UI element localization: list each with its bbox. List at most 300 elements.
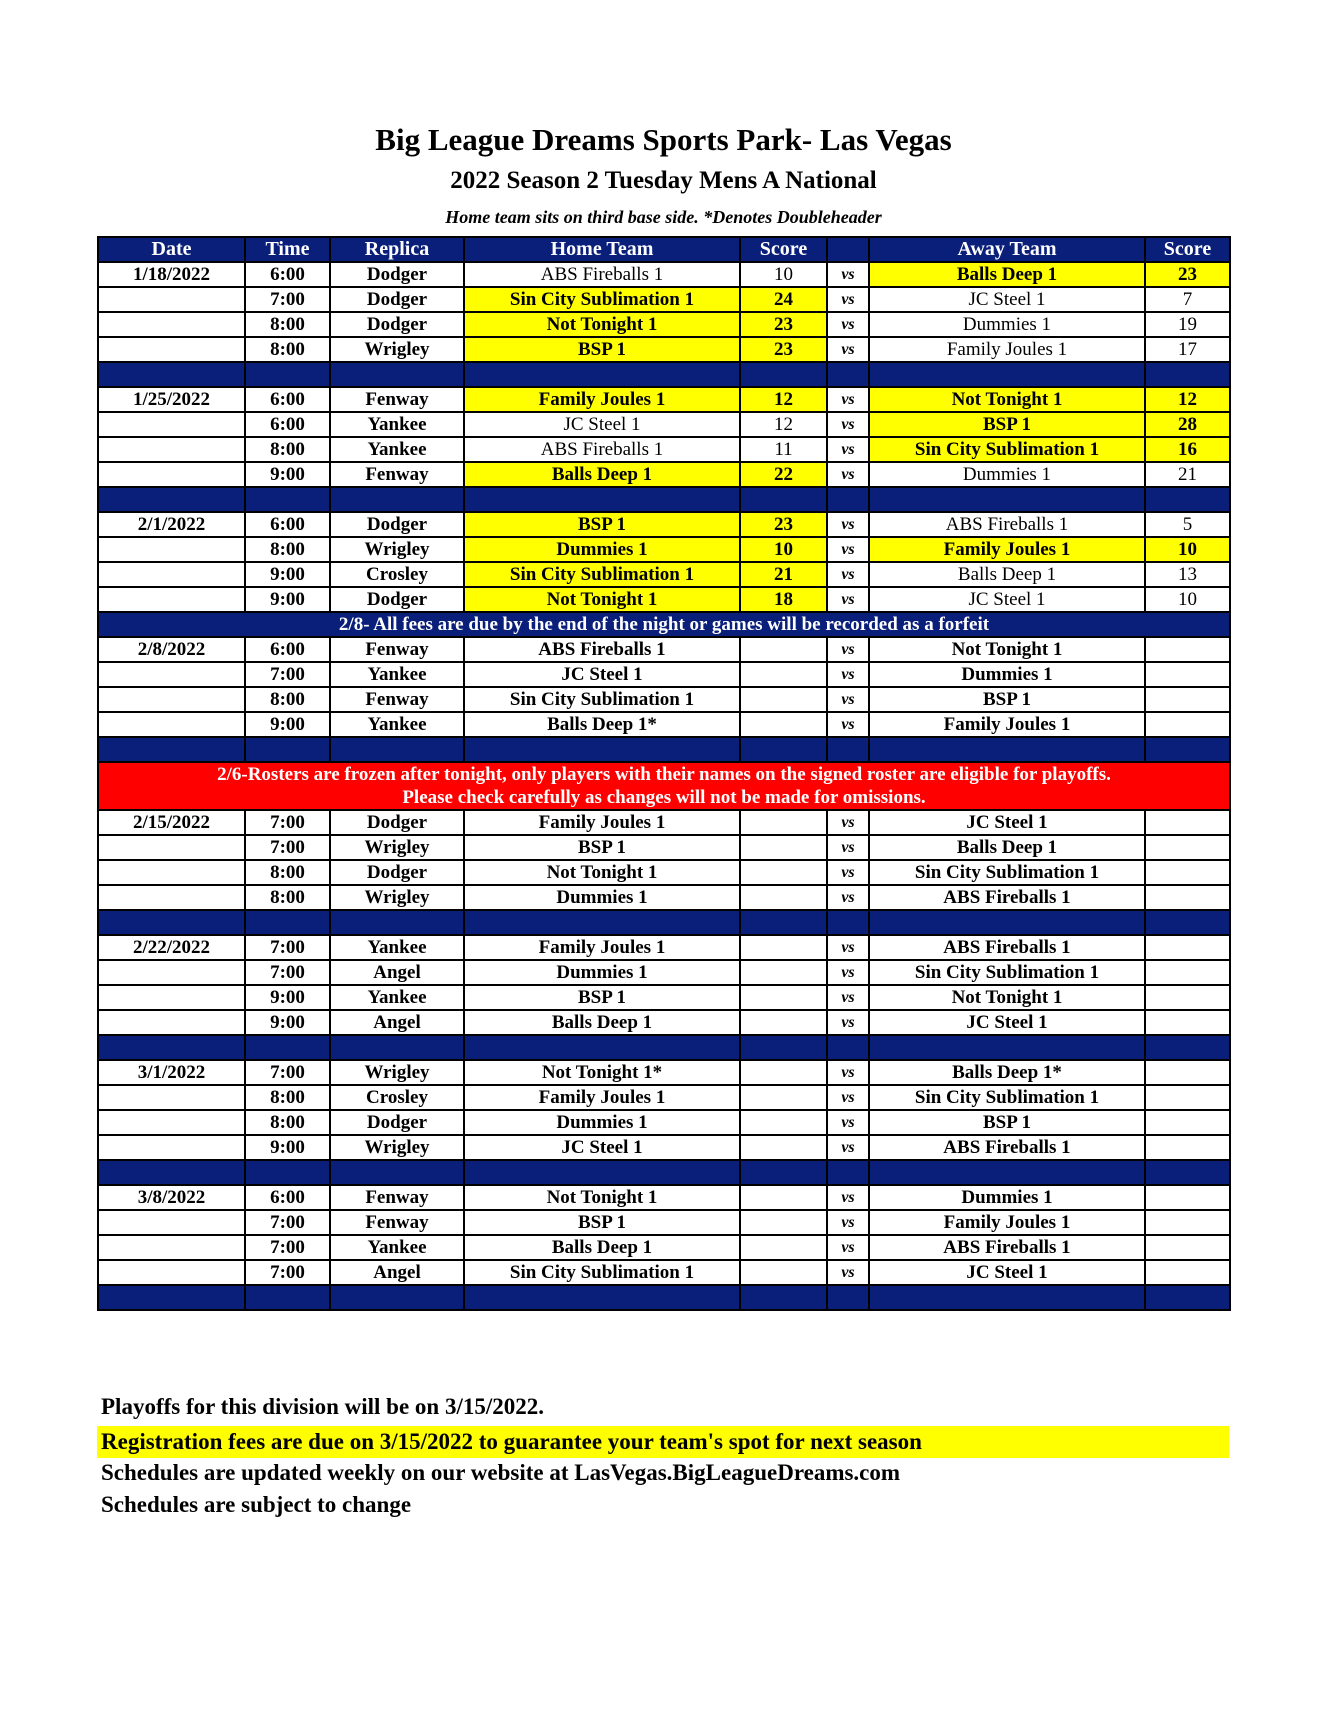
- away-team-cell: Balls Deep 1*: [869, 1060, 1145, 1085]
- page-subtitle: 2022 Season 2 Tuesday Mens A National: [450, 167, 877, 194]
- vs-cell: vs: [827, 312, 869, 337]
- vs-cell: vs: [827, 662, 869, 687]
- away-score-cell: [1145, 835, 1230, 860]
- vs-cell: vs: [827, 935, 869, 960]
- replica-cell: Wrigley: [330, 835, 464, 860]
- separator-cell: [740, 910, 827, 935]
- home-team-cell: JC Steel 1: [464, 412, 740, 437]
- away-score-cell: 12: [1145, 387, 1230, 412]
- time-cell: 9:00: [245, 1135, 330, 1160]
- time-cell: 9:00: [245, 1010, 330, 1035]
- separator-cell: [245, 362, 330, 387]
- game-row: [98, 935, 1230, 960]
- replica-cell: Wrigley: [330, 1060, 464, 1085]
- vs-cell: vs: [827, 885, 869, 910]
- away-team-header: Away Team: [869, 237, 1145, 262]
- time-cell: 9:00: [245, 462, 330, 487]
- date-cell: 1/18/2022: [98, 262, 245, 287]
- time-cell: 7:00: [245, 1210, 330, 1235]
- time-cell: 9:00: [245, 712, 330, 737]
- time-cell: 6:00: [245, 262, 330, 287]
- separator-cell: [98, 487, 245, 512]
- home-score-cell: [740, 860, 827, 885]
- game-row: [98, 1185, 1230, 1210]
- replica-cell: Yankee: [330, 437, 464, 462]
- separator-cell: [869, 1160, 1145, 1185]
- separator-row: [98, 910, 1230, 935]
- fees-notice-row: [98, 612, 1230, 637]
- vs-cell: vs: [827, 287, 869, 312]
- away-score-cell: [1145, 1010, 1230, 1035]
- home-score-cell: [740, 1010, 827, 1035]
- vs-cell: vs: [827, 512, 869, 537]
- home-team-cell: BSP 1: [464, 1210, 740, 1235]
- game-row: [98, 312, 1230, 337]
- vs-cell: vs: [827, 337, 869, 362]
- home-team-cell: Not Tonight 1: [464, 1185, 740, 1210]
- time-cell: 7:00: [245, 287, 330, 312]
- home-team-cell: Sin City Sublimation 1: [464, 1260, 740, 1285]
- date-cell: [98, 312, 245, 337]
- home-score-cell: 12: [740, 412, 827, 437]
- separator-cell: [245, 1035, 330, 1060]
- time-header: Time: [245, 237, 330, 262]
- separator-row: [98, 1285, 1230, 1310]
- vs-cell: vs: [827, 985, 869, 1010]
- vs-cell: vs: [827, 562, 869, 587]
- home-score-cell: 11: [740, 437, 827, 462]
- game-row: [98, 412, 1230, 437]
- time-cell: 8:00: [245, 337, 330, 362]
- time-cell: 7:00: [245, 810, 330, 835]
- change-note: Schedules are subject to change: [101, 1492, 412, 1517]
- time-cell: 8:00: [245, 1110, 330, 1135]
- home-team-cell: Dummies 1: [464, 960, 740, 985]
- separator-cell: [827, 737, 869, 762]
- time-cell: 8:00: [245, 437, 330, 462]
- vs-cell: vs: [827, 810, 869, 835]
- away-score-cell: [1145, 810, 1230, 835]
- away-score-cell: [1145, 885, 1230, 910]
- replica-cell: Fenway: [330, 1210, 464, 1235]
- home-score-cell: [740, 985, 827, 1010]
- separator-row: [98, 1035, 1230, 1060]
- roster-notice-row: [98, 762, 1230, 810]
- time-cell: 7:00: [245, 1260, 330, 1285]
- vs-header: [827, 237, 869, 262]
- vs-cell: vs: [827, 262, 869, 287]
- game-row: [98, 337, 1230, 362]
- away-team-cell: JC Steel 1: [869, 1260, 1145, 1285]
- separator-cell: [740, 1285, 827, 1310]
- vs-cell: vs: [827, 437, 869, 462]
- home-team-cell: Sin City Sublimation 1: [464, 562, 740, 587]
- vs-cell: vs: [827, 1185, 869, 1210]
- page-title: Big League Dreams Sports Park- Las Vegas: [375, 122, 952, 157]
- date-cell: [98, 662, 245, 687]
- separator-cell: [827, 1285, 869, 1310]
- away-team-cell: ABS Fireballs 1: [869, 935, 1145, 960]
- away-team-cell: BSP 1: [869, 1110, 1145, 1135]
- time-cell: 8:00: [245, 687, 330, 712]
- vs-cell: vs: [827, 960, 869, 985]
- away-score-cell: [1145, 712, 1230, 737]
- away-team-cell: JC Steel 1: [869, 1010, 1145, 1035]
- away-team-cell: Family Joules 1: [869, 337, 1145, 362]
- separator-cell: [98, 362, 245, 387]
- game-row: [98, 287, 1230, 312]
- replica-cell: Wrigley: [330, 1135, 464, 1160]
- away-score-cell: 23: [1145, 262, 1230, 287]
- away-team-cell: ABS Fireballs 1: [869, 1235, 1145, 1260]
- date-cell: [98, 462, 245, 487]
- separator-cell: [827, 910, 869, 935]
- separator-row: [98, 737, 1230, 762]
- date-cell: [98, 687, 245, 712]
- home-score-cell: 21: [740, 562, 827, 587]
- replica-cell: Yankee: [330, 985, 464, 1010]
- home-team-cell: BSP 1: [464, 512, 740, 537]
- date-cell: [98, 712, 245, 737]
- home-team-cell: Balls Deep 1: [464, 1010, 740, 1035]
- time-cell: 7:00: [245, 835, 330, 860]
- home-team-cell: Balls Deep 1*: [464, 712, 740, 737]
- game-row: [98, 885, 1230, 910]
- home-score-cell: [740, 835, 827, 860]
- vs-cell: vs: [827, 537, 869, 562]
- replica-cell: Angel: [330, 1010, 464, 1035]
- away-score-cell: [1145, 637, 1230, 662]
- game-row: [98, 1135, 1230, 1160]
- separator-cell: [464, 737, 740, 762]
- home-score-cell: [740, 662, 827, 687]
- schedule-table: [97, 236, 1231, 1311]
- vs-cell: vs: [827, 687, 869, 712]
- away-score-cell: 21: [1145, 462, 1230, 487]
- separator-cell: [827, 487, 869, 512]
- away-score-cell: 28: [1145, 412, 1230, 437]
- home-score-cell: [740, 1260, 827, 1285]
- away-score-cell: [1145, 1110, 1230, 1135]
- replica-cell: Dodger: [330, 1110, 464, 1135]
- away-score-cell: [1145, 687, 1230, 712]
- vs-cell: vs: [827, 1060, 869, 1085]
- away-team-cell: ABS Fireballs 1: [869, 1135, 1145, 1160]
- away-team-cell: Balls Deep 1: [869, 835, 1145, 860]
- game-row: [98, 712, 1230, 737]
- away-score-cell: [1145, 1260, 1230, 1285]
- time-cell: 8:00: [245, 885, 330, 910]
- away-team-cell: Sin City Sublimation 1: [869, 1085, 1145, 1110]
- date-header: Date: [98, 237, 245, 262]
- date-cell: 3/1/2022: [98, 1060, 245, 1085]
- date-cell: [98, 1110, 245, 1135]
- vs-cell: vs: [827, 387, 869, 412]
- date-cell: [98, 412, 245, 437]
- separator-cell: [1145, 1035, 1230, 1060]
- separator-cell: [98, 1285, 245, 1310]
- separator-cell: [98, 1035, 245, 1060]
- game-row: [98, 662, 1230, 687]
- game-row: [98, 1110, 1230, 1135]
- header-row: [98, 237, 1230, 262]
- home-team-cell: ABS Fireballs 1: [464, 637, 740, 662]
- home-team-cell: Not Tonight 1: [464, 587, 740, 612]
- away-score-cell: [1145, 662, 1230, 687]
- game-row: [98, 437, 1230, 462]
- separator-cell: [1145, 362, 1230, 387]
- separator-cell: [245, 1285, 330, 1310]
- home-team-note: Home team sits on third base side. *Denotes Doubleheader: [445, 207, 882, 227]
- replica-cell: Yankee: [330, 935, 464, 960]
- replica-cell: Yankee: [330, 712, 464, 737]
- away-team-cell: JC Steel 1: [869, 287, 1145, 312]
- separator-cell: [98, 737, 245, 762]
- separator-cell: [245, 737, 330, 762]
- home-team-cell: Sin City Sublimation 1: [464, 687, 740, 712]
- away-team-cell: ABS Fireballs 1: [869, 512, 1145, 537]
- time-cell: 8:00: [245, 312, 330, 337]
- date-cell: [98, 1135, 245, 1160]
- home-team-cell: ABS Fireballs 1: [464, 262, 740, 287]
- separator-cell: [827, 362, 869, 387]
- away-score-cell: [1145, 935, 1230, 960]
- separator-row: [98, 487, 1230, 512]
- date-cell: 2/1/2022: [98, 512, 245, 537]
- time-cell: 7:00: [245, 960, 330, 985]
- home-score-cell: [740, 935, 827, 960]
- replica-cell: Yankee: [330, 412, 464, 437]
- replica-cell: Angel: [330, 960, 464, 985]
- home-score-cell: [740, 1210, 827, 1235]
- separator-cell: [869, 1285, 1145, 1310]
- separator-cell: [1145, 1160, 1230, 1185]
- away-score-cell: [1145, 860, 1230, 885]
- replica-cell: Dodger: [330, 810, 464, 835]
- away-team-cell: JC Steel 1: [869, 810, 1145, 835]
- home-score-cell: [740, 637, 827, 662]
- replica-cell: Fenway: [330, 462, 464, 487]
- home-score-cell: 10: [740, 537, 827, 562]
- replica-cell: Angel: [330, 1260, 464, 1285]
- replica-cell: Dodger: [330, 860, 464, 885]
- vs-cell: vs: [827, 712, 869, 737]
- vs-cell: vs: [827, 1235, 869, 1260]
- home-score-cell: 22: [740, 462, 827, 487]
- home-score-cell: [740, 1235, 827, 1260]
- time-cell: 8:00: [245, 860, 330, 885]
- separator-cell: [464, 487, 740, 512]
- date-cell: 3/8/2022: [98, 1185, 245, 1210]
- home-score-cell: 10: [740, 262, 827, 287]
- home-team-cell: Balls Deep 1: [464, 1235, 740, 1260]
- replica-cell: Dodger: [330, 287, 464, 312]
- game-row: [98, 562, 1230, 587]
- home-team-cell: Dummies 1: [464, 1110, 740, 1135]
- separator-cell: [740, 1035, 827, 1060]
- game-row: [98, 1235, 1230, 1260]
- separator-cell: [740, 487, 827, 512]
- separator-cell: [330, 1160, 464, 1185]
- vs-cell: vs: [827, 1135, 869, 1160]
- home-score-cell: [740, 810, 827, 835]
- away-score-cell: 13: [1145, 562, 1230, 587]
- home-team-cell: Family Joules 1: [464, 387, 740, 412]
- replica-cell: Dodger: [330, 262, 464, 287]
- separator-cell: [330, 1285, 464, 1310]
- replica-cell: Wrigley: [330, 885, 464, 910]
- roster-notice: [98, 762, 1230, 810]
- home-score-cell: [740, 1085, 827, 1110]
- home-team-cell: Balls Deep 1: [464, 462, 740, 487]
- away-team-cell: ABS Fireballs 1: [869, 885, 1145, 910]
- game-row: [98, 960, 1230, 985]
- away-score-cell: [1145, 960, 1230, 985]
- away-team-cell: Family Joules 1: [869, 1210, 1145, 1235]
- separator-cell: [1145, 910, 1230, 935]
- home-score-cell: [740, 1135, 827, 1160]
- date-cell: [98, 562, 245, 587]
- home-team-cell: Dummies 1: [464, 537, 740, 562]
- vs-cell: vs: [827, 835, 869, 860]
- home-team-cell: Not Tonight 1: [464, 312, 740, 337]
- vs-cell: vs: [827, 1085, 869, 1110]
- away-team-cell: Dummies 1: [869, 662, 1145, 687]
- away-score-cell: 7: [1145, 287, 1230, 312]
- home-team-cell: Sin City Sublimation 1: [464, 287, 740, 312]
- separator-cell: [464, 1035, 740, 1060]
- separator-cell: [330, 1035, 464, 1060]
- home-team-cell: JC Steel 1: [464, 1135, 740, 1160]
- separator-cell: [330, 487, 464, 512]
- game-row: [98, 985, 1230, 1010]
- playoffs-note: Playoffs for this division will be on 3/15/2022.: [101, 1394, 545, 1419]
- separator-cell: [740, 362, 827, 387]
- separator-cell: [869, 487, 1145, 512]
- away-score-header: Score: [1145, 237, 1230, 262]
- time-cell: 7:00: [245, 662, 330, 687]
- separator-cell: [827, 1160, 869, 1185]
- away-score-cell: 19: [1145, 312, 1230, 337]
- vs-cell: vs: [827, 1210, 869, 1235]
- game-row: [98, 687, 1230, 712]
- time-cell: 7:00: [245, 1235, 330, 1260]
- separator-row: [98, 362, 1230, 387]
- date-cell: [98, 1085, 245, 1110]
- separator-cell: [464, 362, 740, 387]
- time-cell: 6:00: [245, 637, 330, 662]
- date-cell: [98, 1235, 245, 1260]
- separator-cell: [869, 737, 1145, 762]
- away-team-cell: Not Tonight 1: [869, 387, 1145, 412]
- separator-cell: [464, 1160, 740, 1185]
- time-cell: 7:00: [245, 1060, 330, 1085]
- separator-row: [98, 1160, 1230, 1185]
- separator-cell: [1145, 487, 1230, 512]
- home-team-cell: Not Tonight 1*: [464, 1060, 740, 1085]
- home-team-cell: Family Joules 1: [464, 935, 740, 960]
- home-score-cell: [740, 687, 827, 712]
- date-cell: 2/22/2022: [98, 935, 245, 960]
- vs-cell: vs: [827, 1260, 869, 1285]
- date-cell: [98, 437, 245, 462]
- home-score-cell: 18: [740, 587, 827, 612]
- away-score-cell: [1145, 985, 1230, 1010]
- away-score-cell: [1145, 1210, 1230, 1235]
- replica-cell: Dodger: [330, 587, 464, 612]
- separator-cell: [464, 1285, 740, 1310]
- away-score-cell: 5: [1145, 512, 1230, 537]
- away-team-cell: Sin City Sublimation 1: [869, 437, 1145, 462]
- date-cell: [98, 337, 245, 362]
- time-cell: 6:00: [245, 387, 330, 412]
- separator-cell: [98, 910, 245, 935]
- game-row: [98, 637, 1230, 662]
- home-score-cell: [740, 960, 827, 985]
- home-team-cell: Family Joules 1: [464, 1085, 740, 1110]
- time-cell: 6:00: [245, 412, 330, 437]
- away-score-cell: [1145, 1185, 1230, 1210]
- replica-cell: Yankee: [330, 1235, 464, 1260]
- game-row: [98, 810, 1230, 835]
- away-team-cell: Family Joules 1: [869, 712, 1145, 737]
- date-cell: 1/25/2022: [98, 387, 245, 412]
- replica-cell: Yankee: [330, 662, 464, 687]
- game-row: [98, 262, 1230, 287]
- away-team-cell: BSP 1: [869, 687, 1145, 712]
- away-team-cell: Dummies 1: [869, 312, 1145, 337]
- vs-cell: vs: [827, 1010, 869, 1035]
- home-score-cell: 23: [740, 512, 827, 537]
- home-team-cell: Family Joules 1: [464, 810, 740, 835]
- home-score-cell: [740, 1060, 827, 1085]
- away-team-cell: Not Tonight 1: [869, 985, 1145, 1010]
- vs-cell: vs: [827, 412, 869, 437]
- vs-cell: vs: [827, 587, 869, 612]
- date-cell: [98, 1210, 245, 1235]
- home-score-header: Score: [740, 237, 827, 262]
- time-cell: 6:00: [245, 512, 330, 537]
- home-score-cell: [740, 1110, 827, 1135]
- replica-cell: Fenway: [330, 687, 464, 712]
- game-row: [98, 462, 1230, 487]
- replica-cell: Fenway: [330, 1185, 464, 1210]
- separator-cell: [245, 487, 330, 512]
- away-score-cell: 16: [1145, 437, 1230, 462]
- separator-cell: [98, 1160, 245, 1185]
- away-score-cell: 10: [1145, 537, 1230, 562]
- date-cell: [98, 1010, 245, 1035]
- away-score-cell: [1145, 1085, 1230, 1110]
- home-score-cell: [740, 1185, 827, 1210]
- away-score-cell: [1145, 1135, 1230, 1160]
- away-team-cell: Dummies 1: [869, 1185, 1145, 1210]
- date-cell: [98, 287, 245, 312]
- vs-cell: vs: [827, 637, 869, 662]
- date-cell: [98, 885, 245, 910]
- date-cell: [98, 835, 245, 860]
- separator-cell: [330, 910, 464, 935]
- away-team-cell: Balls Deep 1: [869, 562, 1145, 587]
- away-team-cell: BSP 1: [869, 412, 1145, 437]
- time-cell: 7:00: [245, 935, 330, 960]
- fees-notice: 2/8- All fees are due by the end of the night or games will be recorded as a forfeit: [98, 612, 1230, 637]
- game-row: [98, 587, 1230, 612]
- replica-cell: Wrigley: [330, 337, 464, 362]
- game-row: [98, 537, 1230, 562]
- home-score-cell: [740, 885, 827, 910]
- home-team-cell: JC Steel 1: [464, 662, 740, 687]
